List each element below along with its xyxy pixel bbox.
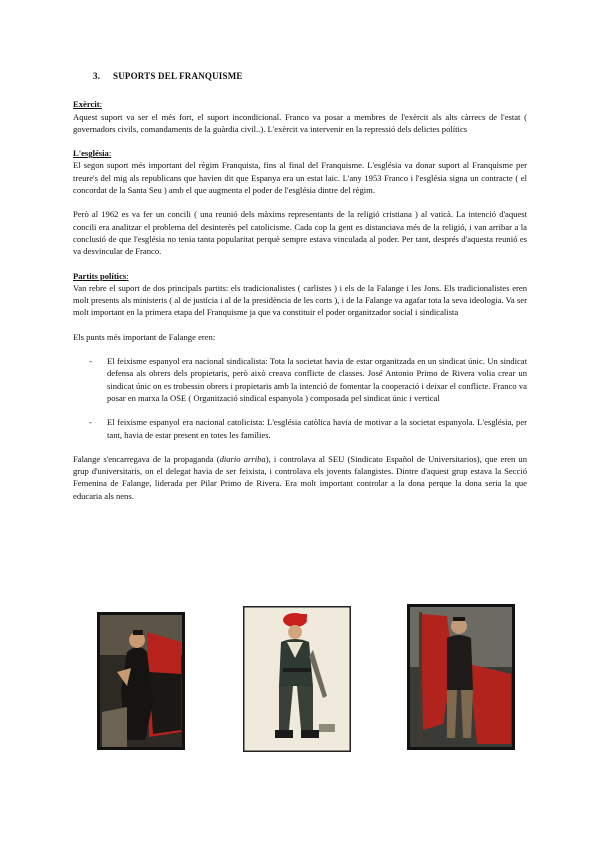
paragraph-exercit: Aquest suport va ser el més fort, el suport incondicional. Franco va posar a membres de l'exèrcit als alts càrrecs de l'estat ( governadors civils, comandaments de la guàrdia civil..). L'exèrcit va intervenir en la repressió dels delictes polítics <box>73 111 527 134</box>
subheading-esglesia: L'església: <box>73 148 112 159</box>
list-item: - El feixisme espanyol era nacional catolicista: L'església catòlica havia de motivar a la societat espanyola. L'església, per tant, havia de estar present en totes les famílies. <box>89 417 527 440</box>
section-heading <box>93 70 527 82</box>
portrait-image-2 <box>243 606 351 752</box>
paragraph-falange-intro: Els punts més important de Falange eren: <box>73 331 216 342</box>
paragraph-partits: Van rebre el suport de dos principals partits: els tradicionalistes ( carlistes ) i els de la Falange i les Jons. Els tradicionalistes eren molt presents als ministeris ( al de justícia i al de la presidència de les corts ), i de la Falange va agafar tota la seva ideologia. Va ser molt important en la primera etapa del Franquisme ja que va constituir el poder organitzador social i sindicalista <box>73 282 527 318</box>
section-title: SUPORTS DEL FRANQUISME <box>113 71 243 81</box>
subheading-partits: Partits polítics: <box>73 270 129 281</box>
paragraph-propaganda: Falange s'encarregava de la propaganda (diario arriba), i controlava al SEU (Sindicato Español de Universitarios), que eren un grup d'universitaris, on el delegat havia de ser feixista, i controlava els jovents falangistes. Dintre d'aquest grup estava la Secció Femenina de Falange, liderada per Pilar Primo de Rivera. Era molt important controlar a la dona perque la dona seria la que educaria als nens. <box>73 453 527 501</box>
portrait-image-1 <box>97 612 185 750</box>
document-body <box>73 70 527 502</box>
portrait-image-3 <box>407 604 515 750</box>
falange-points-list <box>73 355 527 441</box>
section-number: 3. <box>93 71 101 81</box>
subheading-exercit: Exèrcit: <box>73 99 102 110</box>
list-item: - El feixisme espanyol era nacional sindicalista: Tota la societat havia de estar organitzada en un sindicat únic. Un sindicat defensa als obrers dels propietaris, però això creava conflicte de classes. José Antonio Primo de Rivera volia crear un sindicat únic on es trobessin obrers i propietaris amb la intenció de fomentar la cooperació i deixar el conflicte. Franco va posar en marxa la OSE ( Organització sindical espanyola ) composada pel sindicat únic i vertical <box>89 356 527 403</box>
paragraph-esglesia-1: El segon suport més important del règim Franquista, fins al final del Franquisme. L'església va donar suport al Franquisme per treure's del mig als republicans que havien dit que Espanya era un estat laic. L'any 1953 Franco i l'església signa un contracte ( el concordat de la Santa Seu ) amb el que augmenta el poder de l'església dintre del règim. <box>73 160 527 196</box>
image-gallery <box>97 604 517 752</box>
paragraph-esglesia-2: Però al 1962 es va fer un concili ( una reunió dels màxims representants de la religió cristiana ) al vaticà. La intenció d'aquest concili era analitzar el problema del desinterès pel catolicisme. Cada cop la gent es distanciava més de la religió, i van arribar a la conclusió de que l'església no tenia tanta popularitat perquè sempre estava vinculada al poder. Per tant, després d'aquesta reunió es va desvincular de Franco. <box>73 209 527 257</box>
